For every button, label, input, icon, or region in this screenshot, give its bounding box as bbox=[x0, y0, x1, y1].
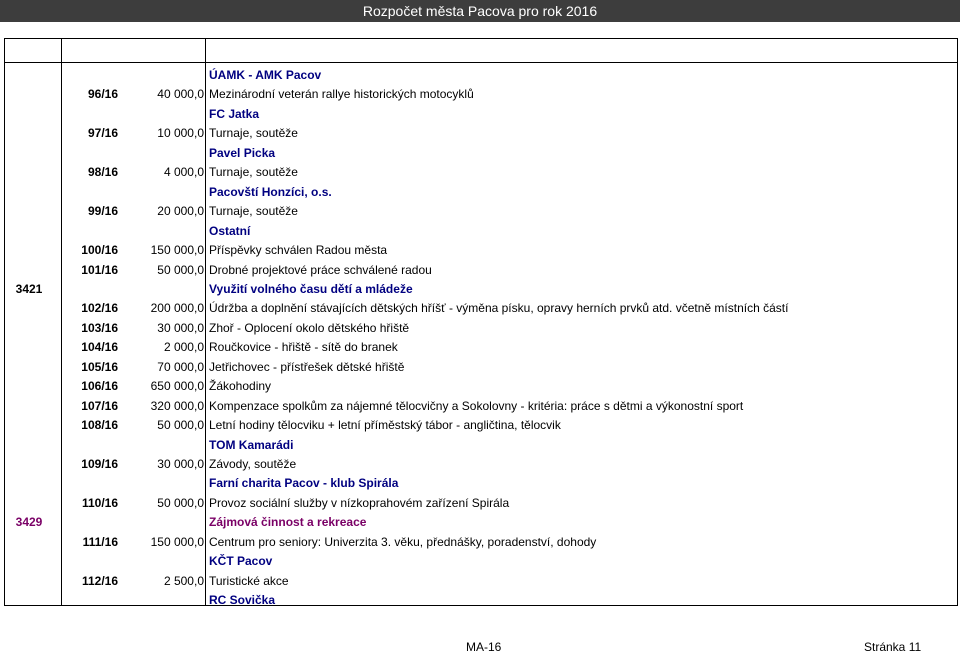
table-row bbox=[4, 202, 958, 221]
table-row bbox=[4, 261, 958, 280]
item-description: Závody, soutěže bbox=[209, 457, 297, 471]
table-row bbox=[4, 533, 958, 552]
item-amount: 200 000,0 bbox=[150, 301, 204, 316]
item-number: 108/16 bbox=[81, 418, 118, 433]
item-number: 111/16 bbox=[82, 534, 118, 549]
org-title-row bbox=[4, 222, 958, 241]
item-amount: 50 000,0 bbox=[157, 418, 204, 433]
org-title-row bbox=[4, 66, 958, 85]
item-description: Turnaje, soutěže bbox=[209, 126, 298, 141]
item-number: 99/16 bbox=[87, 204, 118, 219]
item-number: 103/16 bbox=[81, 320, 118, 335]
item-description: Kompenzace spolkům za nájemné tělocvičny a Sokolovny - kritéria: práce s dětmi a výkonostní sport bbox=[209, 398, 744, 413]
item-number: 101/16 bbox=[81, 262, 118, 277]
table-row bbox=[4, 358, 958, 377]
item-number: 98/16 bbox=[87, 165, 118, 180]
table-row bbox=[4, 455, 958, 474]
item-amount: 70 000,0 bbox=[157, 359, 204, 374]
item-description: Údržba a doplnění stávajících dětských hříšť - výměna písku, opravy herních prvků atd. včetně místních částí bbox=[209, 301, 789, 316]
org-title-row bbox=[4, 105, 958, 124]
organization-name: TOM Kamarádi bbox=[209, 437, 294, 452]
org-title-row bbox=[4, 183, 958, 202]
item-description: Turnaje, soutěže bbox=[209, 204, 298, 219]
item-amount: 150 000,0 bbox=[150, 534, 204, 549]
organization-name: Pacovští Honzíci, o.s. bbox=[209, 184, 332, 199]
section-title: Využití volného času dětí a mládeže bbox=[209, 281, 413, 296]
organization-name: Farní charita Pacov - klub Spirála bbox=[209, 476, 399, 491]
item-amount: 20 000,0 bbox=[157, 204, 204, 219]
table-row bbox=[4, 299, 958, 318]
item-number: 110/16 bbox=[81, 495, 118, 510]
item-description: Provoz sociální služby v nízkoprahovém zařízení Spirála bbox=[209, 495, 510, 510]
table-row bbox=[4, 319, 958, 338]
item-description: Turistické akce bbox=[209, 573, 289, 588]
table-row bbox=[4, 241, 958, 260]
footer-document-code: MA-16 bbox=[466, 640, 502, 654]
item-amount: 30 000,0 bbox=[157, 457, 204, 471]
item-amount: 150 000,0 bbox=[150, 243, 204, 258]
row-divider bbox=[5, 62, 957, 63]
section-row bbox=[4, 513, 958, 532]
item-amount: 4 000,0 bbox=[163, 165, 204, 180]
organization-name: Pavel Picka bbox=[209, 145, 276, 160]
table-row bbox=[4, 338, 958, 357]
organization-name: ÚAMK - AMK Pacov bbox=[209, 68, 322, 82]
section-code: 3421 bbox=[15, 281, 43, 296]
table-row bbox=[4, 397, 958, 416]
table-row bbox=[4, 163, 958, 182]
item-amount: 50 000,0 bbox=[157, 495, 204, 510]
item-amount: 50 000,0 bbox=[157, 262, 204, 277]
item-amount: 40 000,0 bbox=[157, 87, 204, 102]
item-amount: 320 000,0 bbox=[150, 398, 204, 413]
org-title-row bbox=[4, 436, 958, 455]
item-description: Zhoř - Oplocení okolo dětského hřiště bbox=[209, 320, 410, 335]
item-amount: 2 000,0 bbox=[163, 340, 204, 355]
item-number: 106/16 bbox=[81, 379, 118, 394]
item-description: Drobné projektové práce schválené radou bbox=[209, 262, 432, 277]
item-number: 96/16 bbox=[87, 87, 118, 102]
item-number: 112/16 bbox=[81, 573, 118, 588]
document-title: Rozpočet města Pacova pro rok 2016 bbox=[362, 3, 598, 19]
table-row bbox=[4, 124, 958, 143]
item-description: Centrum pro seniory: Univerzita 3. věku, přednášky, poradenství, dohody bbox=[209, 534, 597, 549]
item-description: Letní hodiny tělocviku + letní příměstský tábor - angličtina, tělocvik bbox=[209, 418, 561, 433]
item-number: 109/16 bbox=[81, 457, 118, 471]
table-row bbox=[4, 377, 958, 396]
item-description: Mezinárodní veterán rallye historických motocyklů bbox=[209, 87, 474, 102]
item-description: Příspěvky schválen Radou města bbox=[209, 243, 388, 258]
item-amount: 30 000,0 bbox=[157, 320, 204, 335]
organization-name: KČT Pacov bbox=[209, 554, 273, 569]
item-description: Turnaje, soutěže bbox=[209, 165, 298, 180]
table-row bbox=[4, 494, 958, 513]
item-number: 102/16 bbox=[81, 301, 118, 316]
table-row bbox=[4, 416, 958, 435]
item-number: 107/16 bbox=[81, 398, 118, 413]
item-number: 104/16 bbox=[81, 340, 118, 355]
organization-name: RC Sovička bbox=[209, 593, 276, 608]
item-description: Žákohodiny bbox=[209, 379, 272, 394]
window-title-bar bbox=[0, 0, 960, 22]
org-title-row bbox=[4, 552, 958, 571]
item-number: 105/16 bbox=[81, 359, 118, 374]
org-title-row bbox=[4, 591, 958, 610]
item-description: Roučkovice - hřiště - sítě do branek bbox=[209, 340, 398, 355]
organization-name: FC Jatka bbox=[209, 106, 260, 121]
footer-page-number: Stránka 11 bbox=[864, 640, 922, 654]
section-code: 3429 bbox=[15, 515, 43, 530]
item-amount: 10 000,0 bbox=[157, 126, 204, 141]
item-number: 97/16 bbox=[87, 126, 118, 141]
section-row bbox=[4, 280, 958, 299]
org-title-row bbox=[4, 474, 958, 493]
org-title-row bbox=[4, 144, 958, 163]
section-title: Zájmová činnost a rekreace bbox=[209, 515, 367, 530]
table-row bbox=[4, 572, 958, 591]
item-amount: 2 500,0 bbox=[163, 573, 204, 588]
item-amount: 650 000,0 bbox=[150, 379, 204, 394]
organization-name: Ostatní bbox=[209, 223, 251, 238]
item-number: 100/16 bbox=[81, 243, 118, 258]
table-row bbox=[4, 85, 958, 104]
item-description: Jetřichovec - přístřešek dětské hřiště bbox=[209, 359, 405, 374]
